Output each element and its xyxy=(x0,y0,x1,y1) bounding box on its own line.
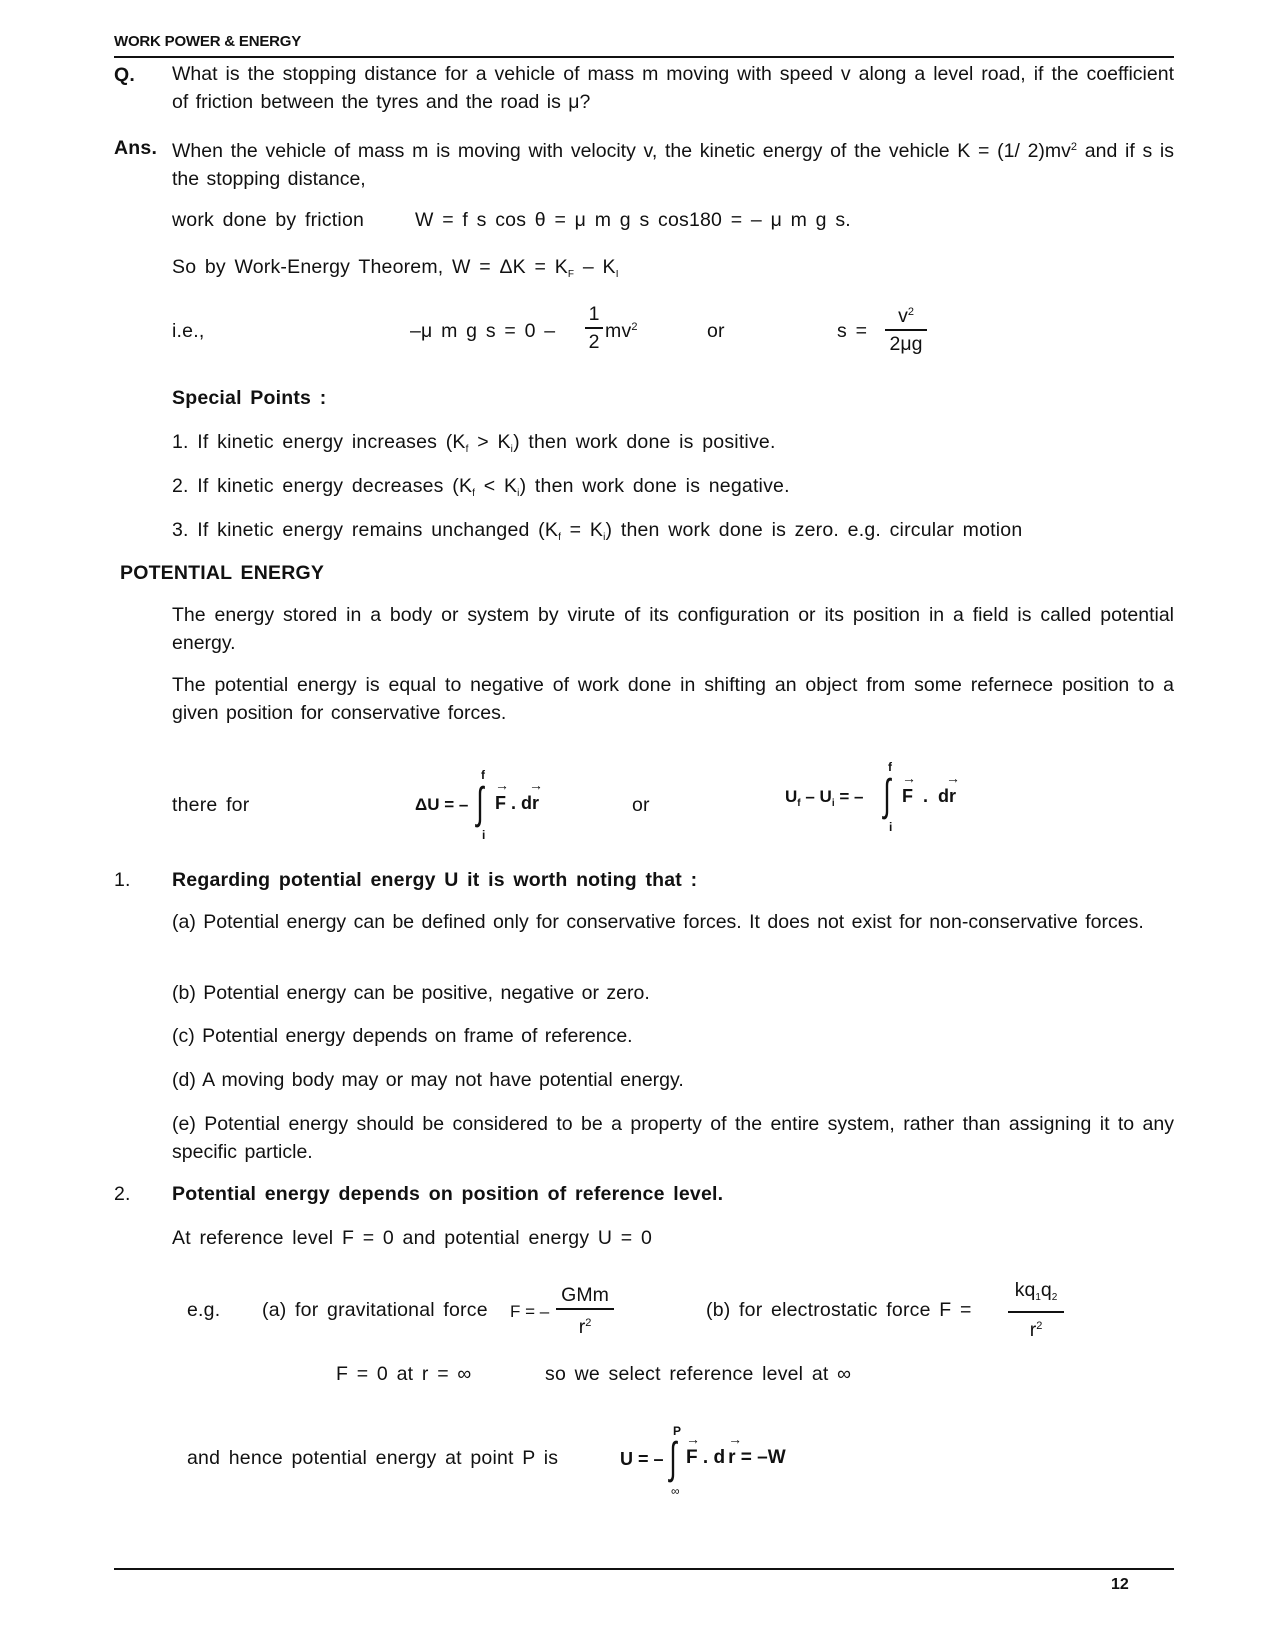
point-1-title: Regarding potential energy U it is worth noting that : xyxy=(172,869,698,891)
sp2-s1: f xyxy=(472,488,476,499)
answer-text-part2: and if s is the stopping distance, xyxy=(172,140,1174,190)
delta-u-integrand xyxy=(495,777,544,814)
point-1-number: 1. xyxy=(114,869,131,891)
q-symbol: q xyxy=(1040,1279,1052,1301)
sp1-s2: i xyxy=(510,444,514,455)
dr2-symbol: dr xyxy=(938,786,957,806)
footer-rule xyxy=(114,1568,1174,1570)
vector-F: → F xyxy=(902,770,916,806)
r2-den xyxy=(1008,1314,1064,1342)
dot2-symbol: . xyxy=(913,786,939,806)
F3-symbol: F xyxy=(686,1447,698,1468)
ie-label: i.e., xyxy=(172,320,205,342)
sp3-c: ) then work done is zero. e.g. circular motion xyxy=(605,519,1023,541)
vector-dr: → dr xyxy=(938,770,961,806)
point-2-title: Potential energy depends on position of reference level. xyxy=(172,1183,724,1205)
sp2-b: < K xyxy=(475,475,518,497)
uf-ui-integrand xyxy=(902,770,961,807)
s-num-sup: 2 xyxy=(907,306,914,318)
special-point-3 xyxy=(172,519,1022,543)
ie-or: or xyxy=(707,320,725,342)
final-integrand xyxy=(686,1431,786,1469)
electrostatic-fraction xyxy=(1008,1278,1064,1342)
fraction-bar xyxy=(585,327,603,329)
sp3-s2: i xyxy=(603,532,606,543)
integral-sign-icon: ∫ xyxy=(883,771,891,820)
gravitational-fraction xyxy=(556,1283,614,1339)
point-1-item-e: (e) Potential energy should be considered to be a property of the entire system, rather than assigning it to any specific particle. xyxy=(172,1113,1174,1163)
point-1-item-b: (b) Potential energy can be positive, negative or zero. xyxy=(172,982,650,1004)
question-marker: Q. xyxy=(114,64,135,86)
point-1-item-c: (c) Potential energy depends on frame of reference. xyxy=(172,1025,633,1047)
sp1-a: 1. If kinetic energy increases (K xyxy=(172,431,466,453)
integral3-lower-limit: ∞ xyxy=(671,1484,680,1498)
sp2-c: ) then work done is negative. xyxy=(519,475,790,497)
header-rule xyxy=(114,56,1174,58)
ie-mv: mv xyxy=(605,320,632,342)
stopping-distance-fraction xyxy=(885,300,927,356)
U-mid: – U xyxy=(800,787,832,806)
question-text: What is the stopping distance for a vehicle of mass m moving with speed v along a level road, if the coefficient of friction between the tyres and the road is μ? xyxy=(172,63,1174,113)
infinity-line-right: so we select reference level at ∞ xyxy=(545,1363,852,1385)
potential-energy-heading: POTENTIAL ENERGY xyxy=(120,562,325,584)
eg-a-text: (a) for gravitational force xyxy=(262,1299,488,1321)
theorem-middle: – K xyxy=(574,256,616,278)
gmm-num: GMm xyxy=(561,1284,609,1306)
r-sup: 2 xyxy=(585,1316,592,1329)
point-1-item-d: (d) A moving body may or may not have potential energy. xyxy=(172,1069,684,1091)
uf-ui-lhs xyxy=(785,787,863,809)
final-lhs: U = – xyxy=(620,1449,664,1469)
theorem-sub-f: F xyxy=(567,269,575,280)
r2-den xyxy=(556,1311,614,1339)
sp1-s1: f xyxy=(465,444,469,455)
integral-sign-icon: ∫ xyxy=(476,779,484,828)
vector-F: → F xyxy=(686,1431,700,1468)
s-den: 2μg xyxy=(889,332,923,355)
reference-level-line: At reference level F = 0 and potential energy U = 0 xyxy=(172,1227,653,1249)
answer-text-part1: When the vehicle of mass m is moving with velocity v, the kinetic energy of the vehicle K = (1/ 2)mv xyxy=(172,140,1071,162)
U-sub-i: i xyxy=(831,798,835,809)
sp1-c: ) then work done is positive. xyxy=(513,431,776,453)
work-line-label: work done by friction xyxy=(172,209,365,231)
fraction-bar xyxy=(1008,1311,1064,1313)
eg-b-text: (b) for electrostatic force F = xyxy=(706,1299,972,1321)
kq-symbol: kq xyxy=(1014,1279,1036,1301)
sp3-a: 3. If kinetic energy remains unchanged (K xyxy=(172,519,559,541)
U-sub-f: f xyxy=(797,798,801,809)
integral-upper-limit: f xyxy=(481,768,485,782)
final-line-text: and hence potential energy at point P is xyxy=(187,1447,559,1469)
theorem-line xyxy=(172,256,619,280)
integral3-upper-limit: P xyxy=(673,1424,682,1438)
final-rhs: = –W xyxy=(735,1447,786,1468)
r-symbol: r xyxy=(578,1315,586,1338)
vector-F: → F xyxy=(495,777,509,813)
integral2-lower-limit: i xyxy=(889,820,893,834)
fraction-bar xyxy=(885,329,927,331)
ie-mv-sup: 2 xyxy=(631,321,638,333)
page-number: 12 xyxy=(1111,1576,1129,1593)
kq1q2-num xyxy=(1008,1278,1064,1310)
pe-para-1: The energy stored in a body or system by virute of its configuration or its position in a field is called potential energy. xyxy=(172,604,1174,654)
q2-sub: 2 xyxy=(1051,1292,1058,1303)
one-half-den: 2 xyxy=(588,330,600,353)
sp1-b: > K xyxy=(468,431,511,453)
running-header: WORK POWER & ENERGY xyxy=(114,33,302,50)
vector-dr: → dr xyxy=(521,777,544,813)
integral-lower-limit: i xyxy=(482,828,486,842)
therefor-label: there for xyxy=(172,794,250,816)
answer-marker: Ans. xyxy=(114,137,158,159)
theorem-sub-i: I xyxy=(615,269,619,280)
integral-sign-icon: ∫ xyxy=(669,1434,677,1483)
sp3-s1: f xyxy=(558,532,562,543)
vector-r: → r xyxy=(728,1431,743,1468)
answer-text xyxy=(172,133,1174,193)
r3-symbol: r xyxy=(728,1447,736,1468)
dot-symbol: . xyxy=(506,793,522,813)
one-half-fraction xyxy=(585,302,603,354)
one-half-num: 1 xyxy=(588,303,600,325)
point-1-item-a: (a) Potential energy can be defined only for conservative forces. It does not exist for non-conservative forces. xyxy=(172,911,1144,933)
s-num xyxy=(885,300,927,328)
F-symbol: F xyxy=(495,793,506,813)
s-equals: s = xyxy=(837,320,868,342)
r-sup: 2 xyxy=(1036,1319,1043,1332)
q1-sub: 1 xyxy=(1035,1292,1041,1303)
eg-label: e.g. xyxy=(187,1299,221,1321)
fraction-bar xyxy=(556,1308,614,1310)
theorem-prefix: So by Work-Energy Theorem, W = ΔK = K xyxy=(172,256,568,278)
sp2-a: 2. If kinetic energy decreases (K xyxy=(172,475,473,497)
work-line-formula: W = f s cos θ = μ m g s cos180 = – μ m g s. xyxy=(415,209,851,231)
sp2-s2: i xyxy=(517,488,520,499)
answer-sup: 2 xyxy=(1070,141,1078,153)
integral2-upper-limit: f xyxy=(888,760,892,774)
delta-u-lhs: ΔU = – xyxy=(415,795,469,814)
dr-symbol: dr xyxy=(521,793,540,813)
ie-lhs: –μ m g s = 0 – xyxy=(410,320,556,342)
pe-para-2: The potential energy is equal to negative of work done in shifting an object from some refernece position to a given position for conservative forces. xyxy=(172,674,1174,724)
special-point-1 xyxy=(172,431,776,455)
dot3-symbol: . d xyxy=(697,1447,726,1468)
infinity-line-left: F = 0 at r = ∞ xyxy=(336,1363,472,1385)
special-points-title: Special Points : xyxy=(172,387,327,409)
U-eq: = – xyxy=(834,787,864,806)
eg-a-lhs: F = – xyxy=(510,1302,550,1321)
U-symbol: U xyxy=(785,787,798,806)
point-2-number: 2. xyxy=(114,1183,131,1205)
F2-symbol: F xyxy=(902,786,913,806)
sp3-b: = K xyxy=(561,519,604,541)
s-num-v: v xyxy=(898,305,908,327)
r-symbol: r xyxy=(1029,1318,1037,1341)
ie-mv2 xyxy=(605,320,638,343)
special-point-2 xyxy=(172,475,790,499)
eq-or: or xyxy=(632,794,650,816)
